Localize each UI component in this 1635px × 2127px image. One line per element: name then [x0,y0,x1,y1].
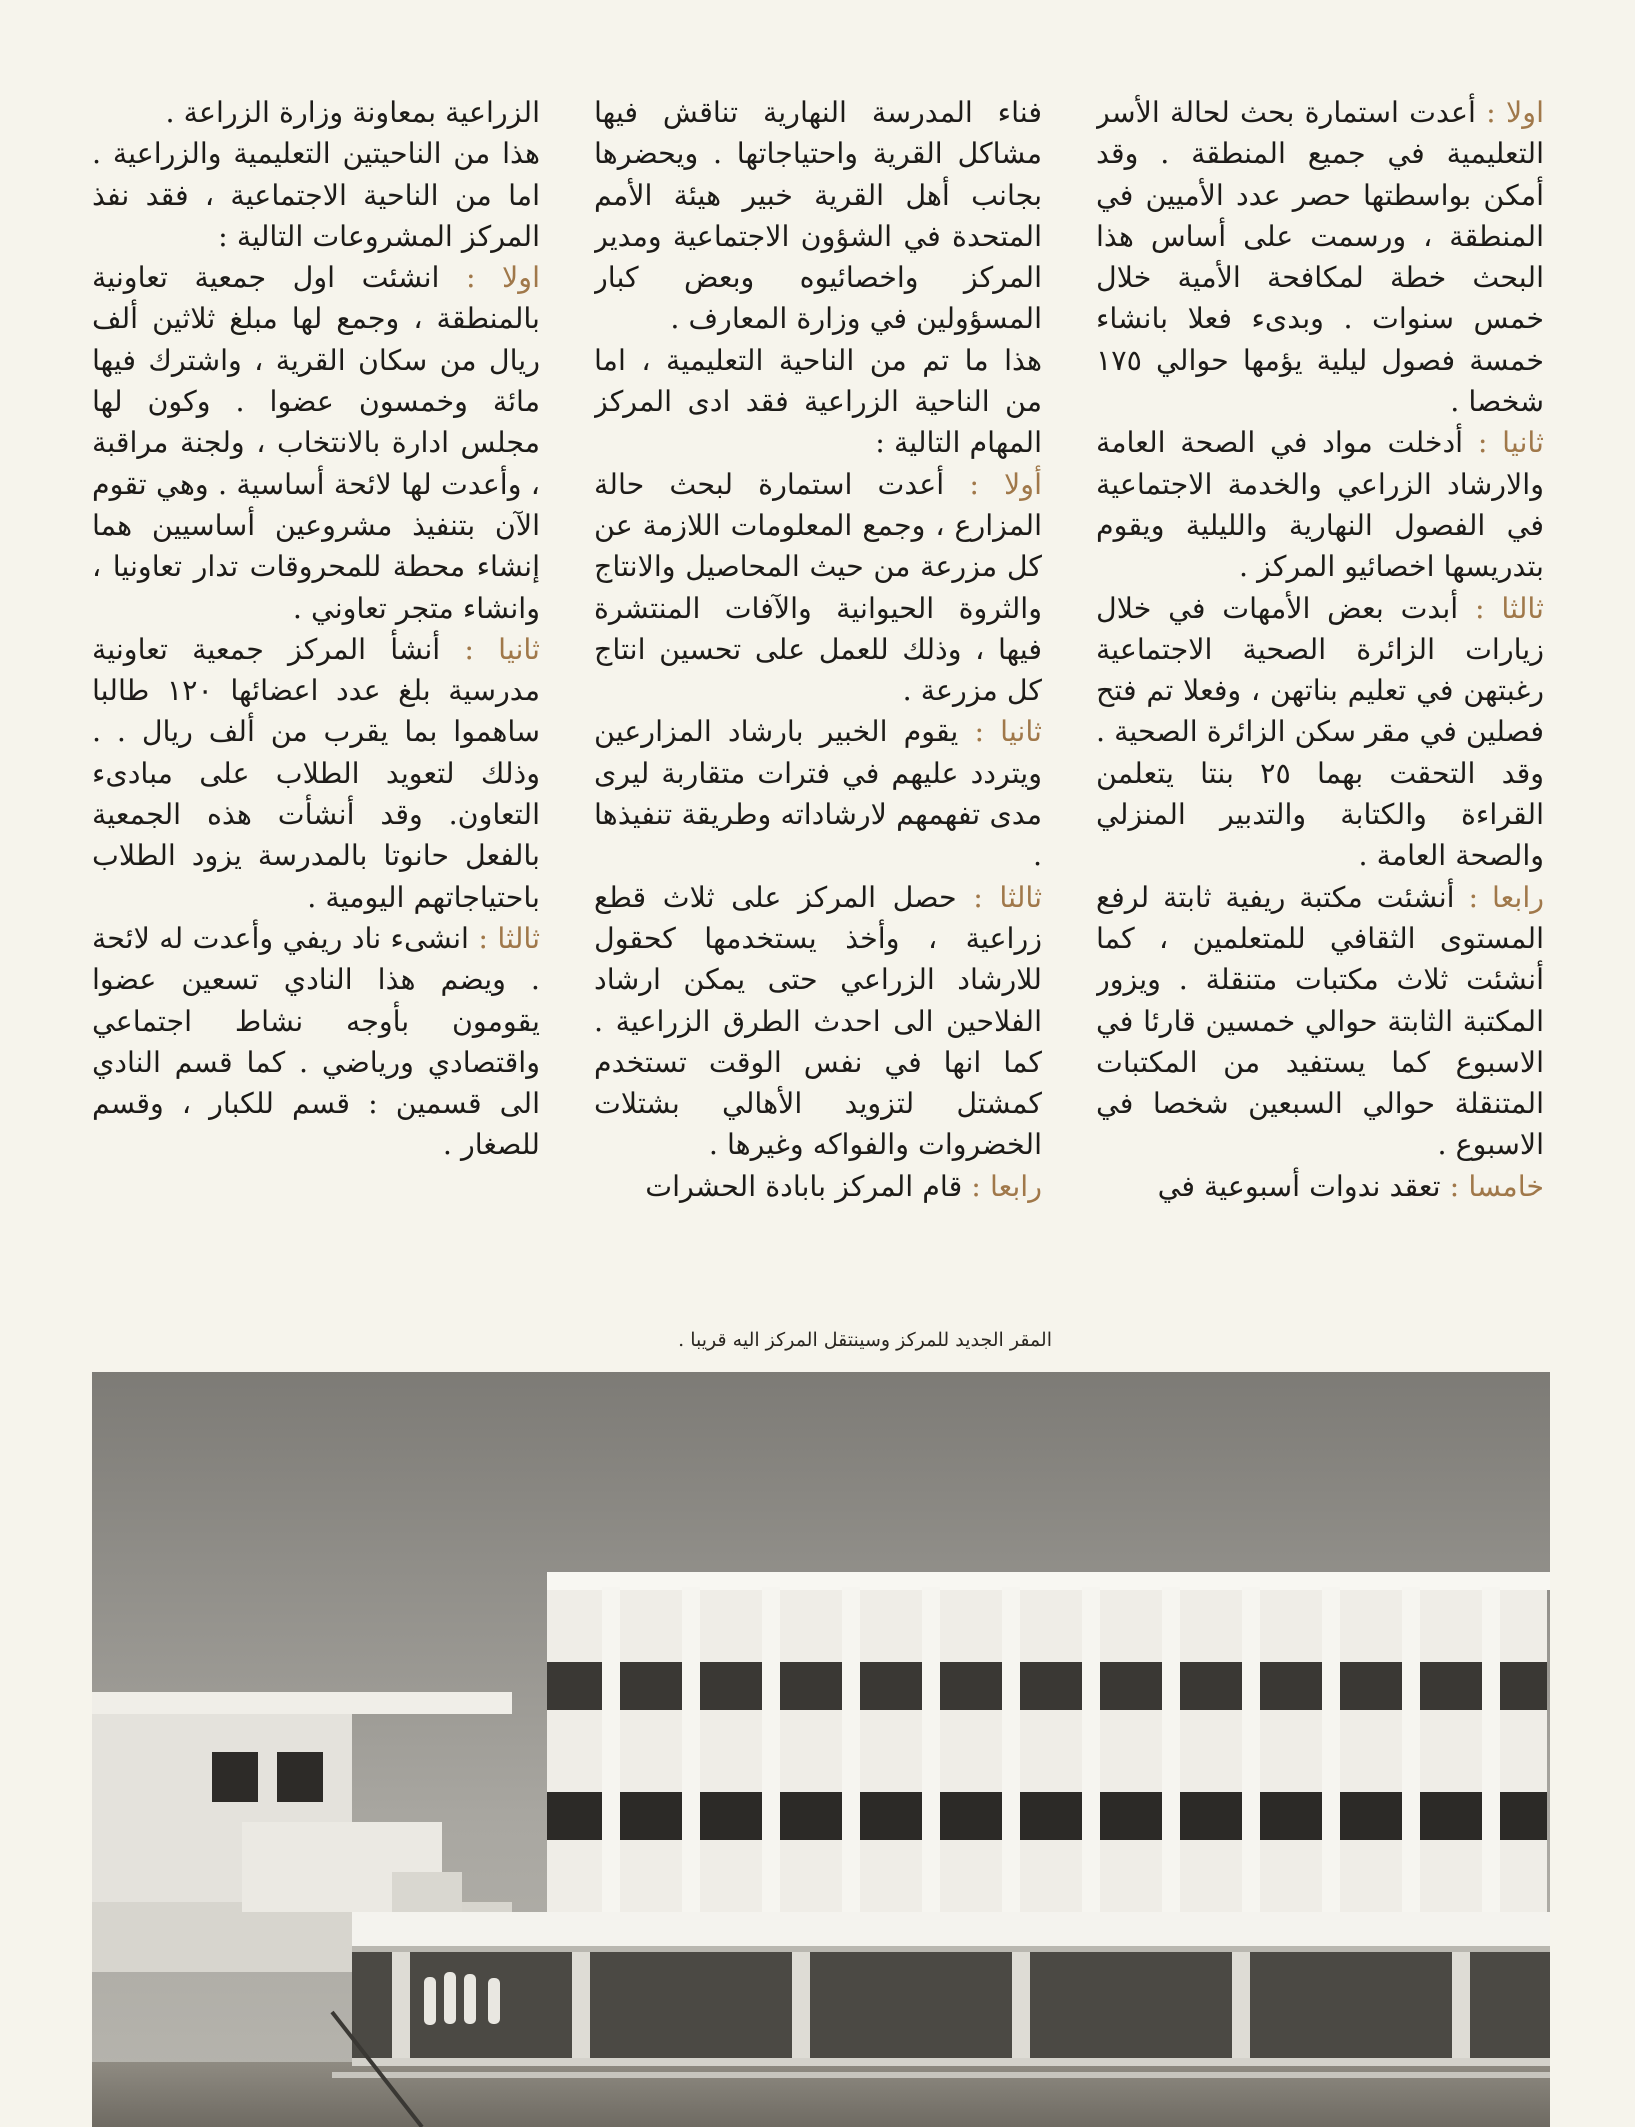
paragraph-text: هذا ما تم من الناحية التعليمية ، اما من الناحية الزراعية فقد ادى المركز المهام التالية : [594,343,1042,460]
paragraph [1096,588,1544,877]
paragraph-text: أبدت بعض الأمهات في خلال زيارات الزائرة الصحية الاجتماعية رغبتهن في تعليم بناتهن ، وفعلا تم فتح فصلين في مقر سكن الزائرة الصحية . وقد التحقت بهما ٢٥ بنتا يتعلمن القراءة والكتابة والتدبير المنزلي والصحة العامة . [1096,591,1544,873]
paragraph-text: حصل المركز على ثلاث قطع زراعية ، وأخذ يستخدمها كحقول للارشاد الزراعي حتى يمكن ارشاد الفلاحين الى احدث الطرق الزراعية . كما انها في نفس الوقت تستخدم كمشتل لتزويد الأهالي بشتلات الخضروات والفواكه وغيرها . [594,880,1042,1162]
paragraph-text: انشىء ناد ريفي وأعدت له لائحة . ويضم هذا النادي تسعين عضوا يقومون بأوجه نشاط اجتماعي واقتصادي ورياضي . كما قسم النادي الى قسمين : قسم للكبار ، وقسم للصغار . [92,921,540,1162]
paragraph-text: الزراعية بمعاونة وزارة الزراعة . [165,96,540,129]
paragraph-text: فناء المدرسة النهارية تناقش فيها مشاكل القرية واحتياجاتها . ويحضرها بجانب أهل القرية خبير هيئة الأمم المتحدة في الشؤون الاجتماعية ومدير المركز واخصائيوه وبعض كبار المسؤولين في وزارة المعارف . [594,96,1042,336]
paragraph [92,629,540,918]
column-middle [594,92,1042,1282]
paragraph-text: أدخلت مواد في الصحة العامة والارشاد الزراعي والخدمة الاجتماعية في الفصول النهارية والليلية ويقوم بتدريسها اخصائيو المركز . [1096,426,1544,584]
paragraph [594,340,1042,464]
paragraph-lead: أولا : [969,467,1042,501]
paragraph [594,711,1042,876]
paragraph [92,133,540,257]
paragraph [1096,422,1544,587]
paragraph-lead: رابعا : [971,1169,1042,1203]
paragraph [1096,877,1544,1166]
column-left [92,92,540,1282]
paragraph [594,877,1042,1166]
paragraph-lead: ثانيا : [1477,426,1544,460]
paragraph-text: يقوم الخبير بارشاد المزارعين ويتردد عليهم في فترات متقاربة ليرى مدى تفهمهم لارشاداته وطريقة تنفيذها . [594,715,1042,873]
paragraph-text: هذا من الناحيتين التعليمية والزراعية . اما من الناحية الاجتماعية ، فقد نفذ المركز المشروعات التالية : [92,137,540,253]
paragraph-lead: ثالثا : [478,921,540,955]
paragraph-text: انشئت اول جمعية تعاونية بالمنطقة ، وجمع لها مبلغ ثلاثين ألف ريال من سكان القرية ، واشترك فيها مائة وخمسون عضوا . وكون لها مجلس ادارة بالانتخاب ، ولجنة مراقبة ، وأعدت لها لائحة أساسية . وهي تقوم الآن بتنفيذ مشروعين أساسيين هما إنشاء محطة للمحروقات تدار تعاونيا ، وانشاء متجر تعاوني . [92,261,540,625]
column-right [1096,92,1544,1282]
paragraph-text: تعقد ندوات أسبوعية في [1157,1169,1450,1203]
paragraph-text: أعدت استمارة لبحث حالة المزارع ، وجمع المعلومات اللازمة عن كل مزرعة من حيث المحاصيل والانتاج والثروة الحيوانية والآفات المنتشرة فيها ، وذلك للعمل على تحسين انتاج كل مزرعة . [594,467,1042,708]
paragraph [92,92,540,133]
paragraph-text: أنشأ المركز جمعية تعاونية مدرسية بلغ عدد اعضائها ١٢٠ طالبا ساهموا بما يقرب من ألف ريال . . وذلك لتعويد الطلاب على مبادىء التعاون. وقد أنشأت هذه الجمعية بالفعل حانوتا بالمدرسة يزود الطلاب باحتياجاتهم اليومية . [92,632,540,914]
paragraph [1096,92,1544,422]
paragraph-lead: اولا : [465,261,540,295]
paragraph-lead: خامسا : [1449,1169,1544,1203]
paragraph-text: أنشئت مكتبة ريفية ثابتة لرفع المستوى الثقافي للمتعلمين ، كما أنشئت ثلاث مكتبات متنقلة . ويزور المكتبة الثابتة حوالي خمسين قارئا في الاسبوع كما يستفيد من المكتبات المتنقلة حوالي السبعين شخصا في الاسبوع . [1096,880,1544,1162]
paragraph [92,257,540,629]
paragraph-lead: ثانيا : [974,715,1042,749]
building-photo [92,1372,1550,2127]
paragraph-text: قام المركز بابادة الحشرات [645,1169,972,1203]
paragraph-lead: اولا : [1486,96,1544,129]
paragraph-text: أعدت استمارة بحث لحالة الأسر التعليمية في جميع المنطقة . وقد أمكن بواسطتها حصر عدد الأميين في المنطقة ، ورسمت على أساس هذا البحث خطة لمكافحة الأمية خلال خمس سنوات . وبدىء فعلا بانشاء خمسة فصول ليلية يؤمها حوالي ١٧٥ شخصا . [1096,96,1544,419]
paragraph [1096,1166,1544,1207]
paragraph-lead: ثالثا : [973,880,1042,914]
paragraph-lead: ثانيا : [464,632,540,666]
photo-caption: المقر الجديد للمركز وسينتقل المركز اليه قريبا . [678,1329,1052,1351]
paragraph [92,918,540,1166]
paragraph [594,464,1042,712]
paragraph [594,1166,1042,1207]
paragraph [594,92,1042,340]
paragraph-lead: رابعا : [1468,880,1544,914]
text-columns [92,92,1544,1282]
paragraph-lead: ثالثا : [1475,591,1544,625]
